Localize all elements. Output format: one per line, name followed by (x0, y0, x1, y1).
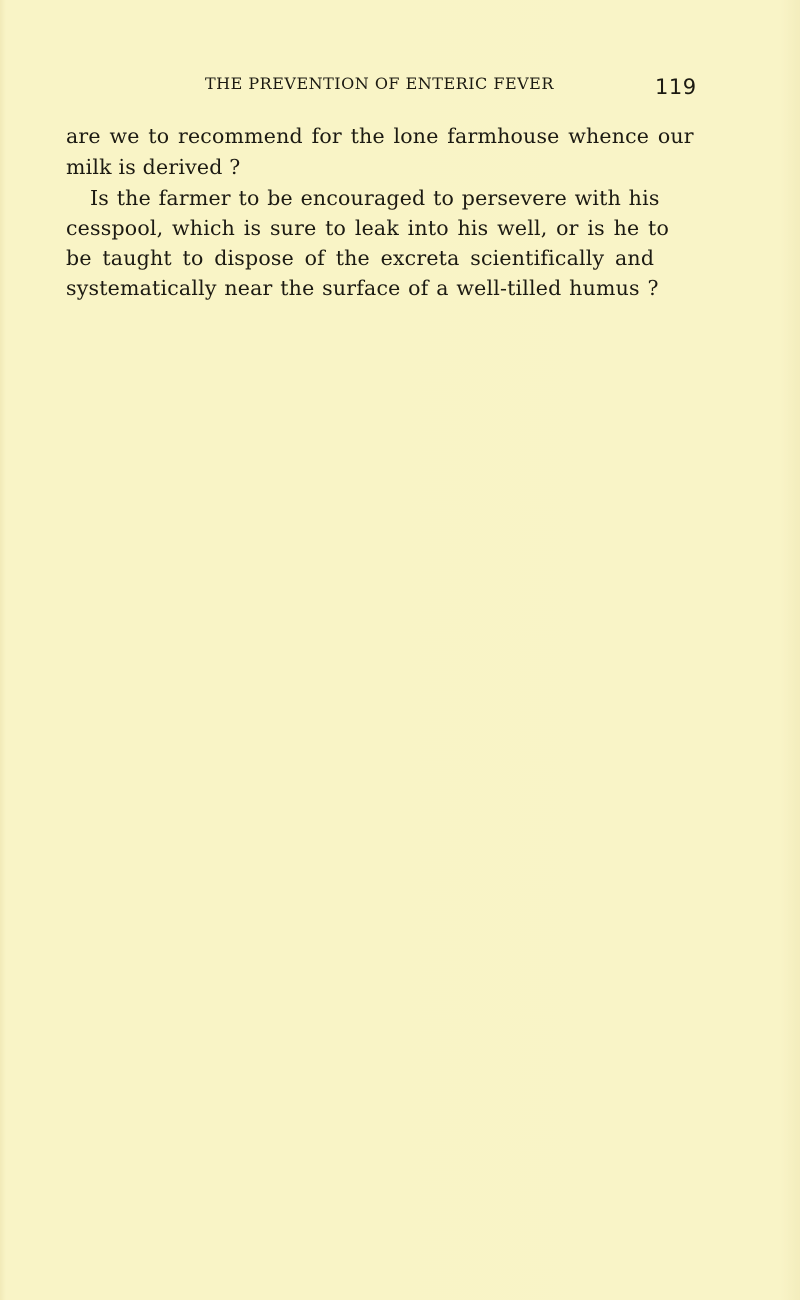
text-line: cesspool, which is sure to leak into his well, or is he to (66, 216, 670, 240)
text-line: Is the farmer to be encouraged to persevere with his (90, 186, 660, 210)
text-line: are we to recommend for the lone farmhouse whence our (66, 124, 694, 148)
running-head: THE PREVENTION OF ENTERIC FEVER (205, 74, 554, 93)
text-line: milk is derived ? (66, 155, 241, 179)
text-line: be taught to dispose of the excreta scientifically and (66, 246, 655, 270)
text-line: systematically near the surface of a well-tilled humus ? (66, 276, 659, 300)
page-number: 119 (655, 75, 697, 99)
